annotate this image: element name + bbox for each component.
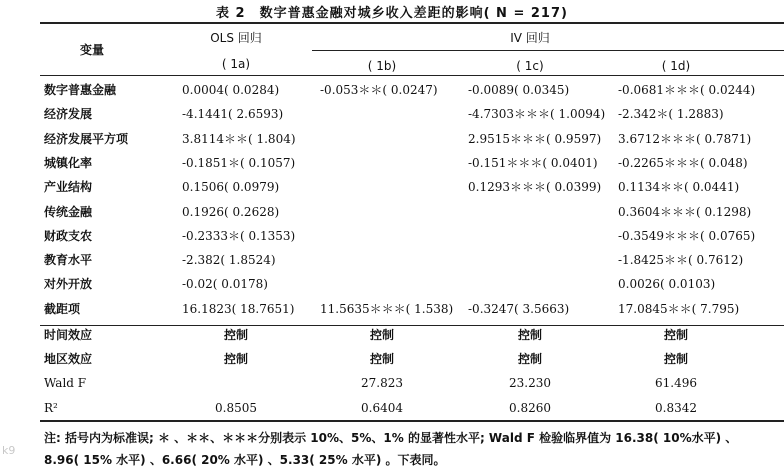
table-cell: 0.1293＊＊＊( 0.0399) bbox=[468, 180, 602, 194]
table-cell: 2.9515＊＊＊( 0.9597) bbox=[468, 132, 602, 146]
table-cell: -4.1441( 2.6593) bbox=[182, 107, 284, 121]
table-cell: 0.8505 bbox=[215, 401, 257, 415]
note-line-2: 8.96( 15% 水平) 、6.66( 20% 水平) 、5.33( 25% 水平) 。下表同。 bbox=[44, 453, 446, 467]
table-cell: -1.8425＊＊( 0.7612) bbox=[618, 253, 744, 267]
row-label: 财政支农 bbox=[44, 229, 93, 243]
table-cell: -0.151＊＊＊( 0.0401) bbox=[468, 156, 598, 170]
table-cell: -0.02( 0.0178) bbox=[182, 277, 268, 291]
table-cell: 控制 bbox=[369, 328, 395, 342]
header-iv: IV 回归 bbox=[510, 31, 550, 45]
table-cell: 61.496 bbox=[655, 376, 697, 390]
table-cell: 0.1134＊＊( 0.0441) bbox=[618, 180, 740, 194]
header-col-2: ( 1b) bbox=[367, 59, 397, 73]
row-label: 经济发展平方项 bbox=[44, 132, 129, 146]
table-cell: 控制 bbox=[223, 328, 249, 342]
table-cell: 控制 bbox=[223, 352, 249, 366]
table-cell: -0.3549＊＊＊( 0.0765) bbox=[618, 229, 756, 243]
table-cell: -4.7303＊＊＊( 1.0094) bbox=[468, 107, 606, 121]
row-label: Wald F bbox=[44, 376, 87, 390]
watermark-logo: k9 bbox=[2, 444, 16, 457]
table-cell: -0.0089( 0.0345) bbox=[468, 83, 570, 97]
header-ols: OLS 回归 bbox=[210, 31, 262, 45]
table-cell: -0.053＊＊( 0.0247) bbox=[320, 83, 438, 97]
row-label: 传统金融 bbox=[44, 205, 93, 219]
header-variable: 变量 bbox=[80, 43, 105, 57]
table-bottom-rule bbox=[40, 420, 784, 422]
table-cell: -0.2333＊( 0.1353) bbox=[182, 229, 296, 243]
table-cell: 0.1926( 0.2628) bbox=[182, 205, 280, 219]
table-title: 表 2 数字普惠金融对城乡收入差距的影响( N = 217) bbox=[216, 6, 568, 21]
table-cell: 控制 bbox=[517, 328, 543, 342]
row-label: 产业结构 bbox=[44, 180, 93, 194]
table-cell: 0.6404 bbox=[361, 401, 403, 415]
table-cell: 控制 bbox=[663, 328, 689, 342]
row-label: 数字普惠金融 bbox=[44, 83, 117, 97]
header-bottom-rule bbox=[40, 75, 784, 76]
header-col-3: ( 1c) bbox=[516, 59, 544, 73]
row-label: 时间效应 bbox=[44, 328, 93, 342]
row-label: R² bbox=[44, 401, 58, 415]
table-cell: 27.823 bbox=[361, 376, 403, 390]
note-line-1: 注: 括号内为标准误; ＊ 、＊＊、＊＊＊分别表示 10%、5%、1% 的显著性水平; Wald F 检验临界值为 16.38( 10%水平) 、 bbox=[44, 431, 738, 445]
table-cell: -0.1851＊( 0.1057) bbox=[182, 156, 296, 170]
table-cell: 0.3604＊＊＊( 0.1298) bbox=[618, 205, 752, 219]
row-label: 经济发展 bbox=[44, 107, 93, 121]
table-cell: -2.382( 1.8524) bbox=[182, 253, 276, 267]
table-cell: -0.3247( 3.5663) bbox=[468, 302, 570, 316]
table-cell: -2.342＊( 1.2883) bbox=[618, 107, 724, 121]
row-label: 截距项 bbox=[44, 302, 81, 316]
table-cell: 3.6712＊＊＊( 0.7871) bbox=[618, 132, 752, 146]
table-note bbox=[44, 427, 780, 471]
table-cell: 0.0026( 0.0103) bbox=[618, 277, 716, 291]
table-cell: 0.0004( 0.0284) bbox=[182, 83, 280, 97]
row-label: 教育水平 bbox=[44, 253, 93, 267]
iv-header-rule bbox=[312, 50, 784, 51]
header-col-4: ( 1d) bbox=[661, 59, 691, 73]
row-label: 地区效应 bbox=[44, 352, 93, 366]
row-label: 对外开放 bbox=[44, 277, 93, 291]
table-cell: 11.5635＊＊＊( 1.538) bbox=[320, 302, 454, 316]
table-cell: 0.8260 bbox=[509, 401, 551, 415]
table-cell: 16.1823( 18.7651) bbox=[182, 302, 295, 316]
top-rule bbox=[40, 22, 784, 24]
table-cell: 控制 bbox=[517, 352, 543, 366]
body-bottom-rule bbox=[40, 325, 784, 326]
table-cell: 17.0845＊＊( 7.795) bbox=[618, 302, 740, 316]
table-cell: 0.1506( 0.0979) bbox=[182, 180, 280, 194]
row-label: 城镇化率 bbox=[44, 156, 93, 170]
header-col-1: ( 1a) bbox=[221, 57, 251, 71]
table-cell: 23.230 bbox=[509, 376, 551, 390]
table-cell: -0.0681＊＊＊( 0.0244) bbox=[618, 83, 756, 97]
table-cell: -0.2265＊＊＊( 0.048) bbox=[618, 156, 748, 170]
table-cell: 控制 bbox=[369, 352, 395, 366]
table-cell: 控制 bbox=[663, 352, 689, 366]
table-cell: 0.8342 bbox=[655, 401, 697, 415]
table-cell: 3.8114＊＊( 1.804) bbox=[182, 132, 296, 146]
